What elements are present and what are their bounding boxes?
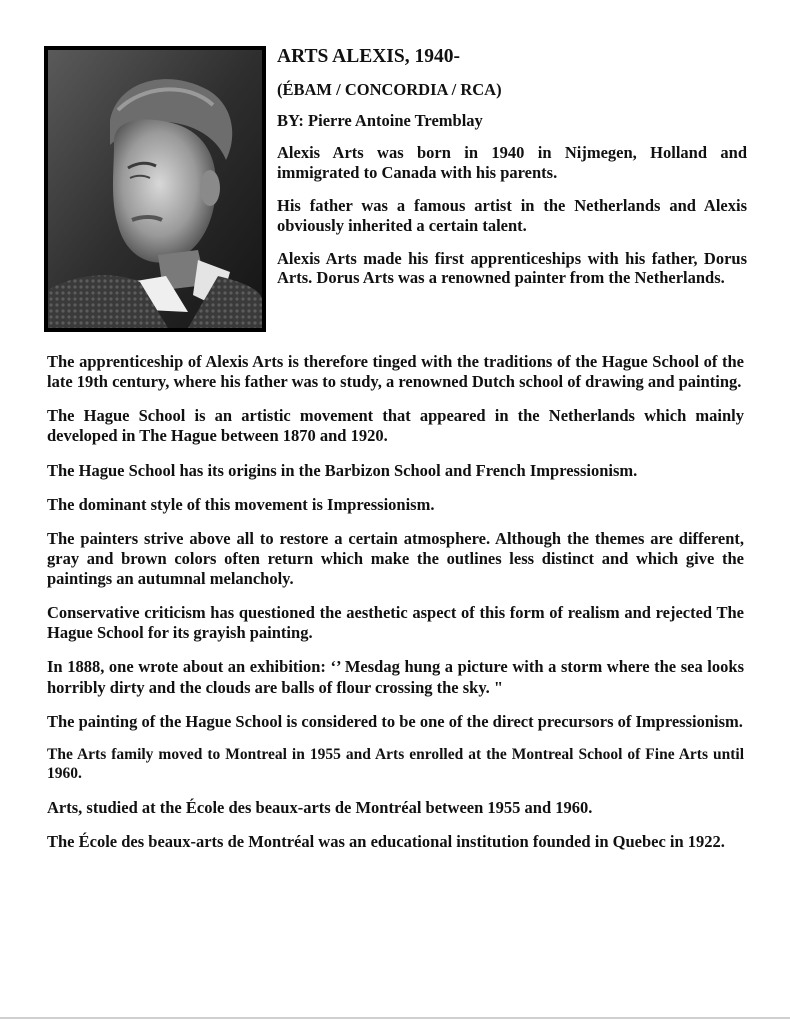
affiliations: (ÉBAM / CONCORDIA / RCA) xyxy=(277,80,502,100)
article-title: ARTS ALEXIS, 1940- xyxy=(277,46,460,67)
portrait-photo xyxy=(44,46,266,332)
article-header xyxy=(277,46,747,301)
paragraph: The Hague School has its origins in the Barbizon School and French Impressionism. xyxy=(47,460,638,480)
paragraph: The École des beaux-arts de Montréal was an educational institution founded in Quebec in 1922. xyxy=(47,831,725,851)
paragraph: The Hague School is an artistic movement that appeared in the Netherlands which mainly developed in The Hague between 1870 and 1920. xyxy=(47,406,744,446)
paragraph: The apprenticeship of Alexis Arts is therefore tinged with the traditions of the Hague School of the late 19th century, where his father was to study, a renowned Dutch school of drawing and painting. xyxy=(47,352,744,392)
paragraph: The dominant style of this movement is Impressionism. xyxy=(47,494,435,514)
paragraph: The painting of the Hague School is considered to be one of the direct precursors of Impressionism. xyxy=(47,711,743,731)
byline: BY: Pierre Antoine Tremblay xyxy=(277,111,483,131)
page-bottom-rule xyxy=(0,1017,790,1019)
paragraph: Alexis Arts made his first apprenticeships with his father, Dorus Arts. Dorus Arts was a renowned painter from the Netherlands. xyxy=(277,248,747,288)
paragraph: His father was a famous artist in the Netherlands and Alexis obviously inherited a certain talent. xyxy=(277,195,747,235)
portrait-illustration xyxy=(48,50,262,328)
paragraph: In 1888, one wrote about an exhibition: ‘’ Mesdag hung a picture with a storm where the sea looks horribly dirty and the clouds are balls of flour crossing the sky. " xyxy=(47,657,744,697)
paragraph: The Arts family moved to Montreal in 1955 and Arts enrolled at the Montreal School of Fine Arts until 1960. xyxy=(47,745,744,782)
article-body xyxy=(47,352,744,866)
paragraph: The painters strive above all to restore a certain atmosphere. Although the themes are different, gray and brown colors often return which make the outlines less distinct and which give the paintings an autumnal melancholy. xyxy=(47,528,744,588)
paragraph: Arts, studied at the École des beaux-arts de Montréal between 1955 and 1960. xyxy=(47,797,593,817)
paragraph: Conservative criticism has questioned the aesthetic aspect of this form of realism and rejected The Hague School for its grayish painting. xyxy=(47,603,744,643)
paragraph: Alexis Arts was born in 1940 in Nijmegen, Holland and immigrated to Canada with his parents. xyxy=(277,143,747,183)
